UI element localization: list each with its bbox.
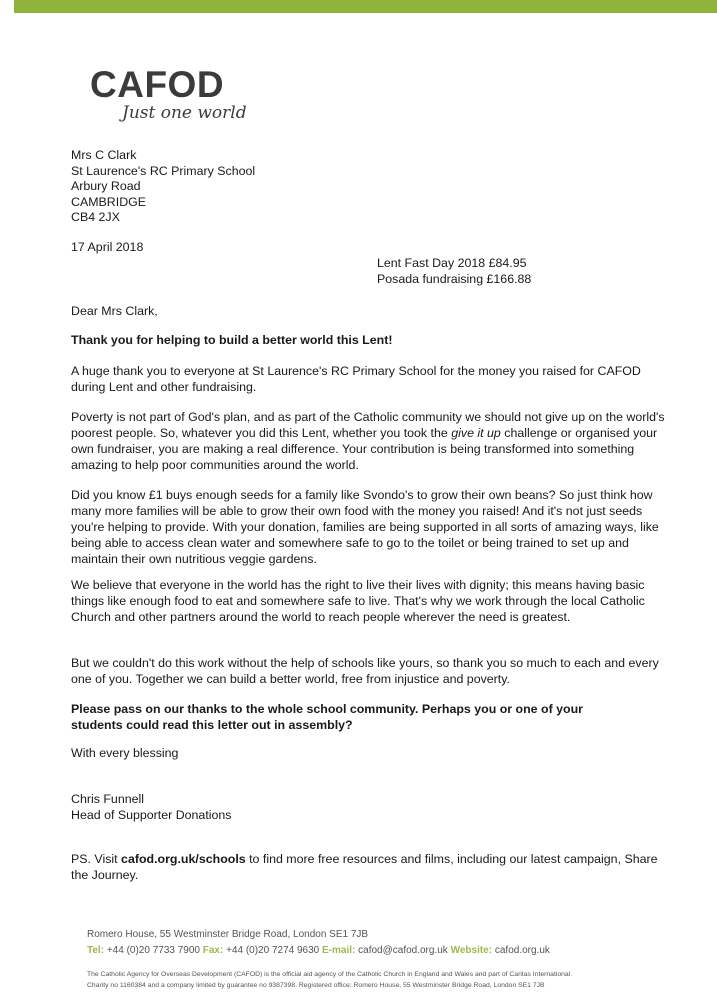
recipient-address [71,148,255,226]
address-line: Arbury Road [71,179,141,193]
address-line: Mrs C Clark [71,148,137,162]
letter-heading: Thank you for helping to build a better world this Lent! [71,333,393,347]
cafod-logo [90,66,247,123]
paragraph-poverty: Poverty is not part of God's plan, and as part of the Catholic community we should not give up on the world's poorest people. So, whatever you did this Lent, whether you took the give it up challenge or organised your own fundraiser, you are making a real difference. Your contribution is being transformed into something amazing to help poor communities around the world. [71,410,665,472]
amount-line: Posada fundraising £166.88 [377,271,532,286]
address-line: CAMBRIDGE [71,194,147,209]
logo-wordmark: CAFOD [90,64,225,105]
top-accent-bar [14,0,717,13]
footer-email[interactable]: cafod@cafod.org.uk [355,945,451,956]
schools-link[interactable]: cafod.org.uk/schools [121,852,246,866]
paragraph-dignity: We believe that everyone in the world has the right to live their lives with dignity; this means having basic things like enough food to eat and somewhere safe to live. That's why we work through the local Catholic Church and other partners around the world to reach people wherever the need is greatest. [71,578,645,624]
letter-date: 17 April 2018 [71,240,144,254]
footer-legal: The Catholic Agency for Overseas Development (CAFOD) is the official aid agency of the Catholic Church in England and Wales and part of Caritas International. Charity no 1160384 and a company limited by guarantee no 9387398. Registered office: Romero House, 55 Westminster Bridge Road, London SE1 7JB [87,971,573,989]
paragraph-seeds: Did you know £1 buys enough seeds for a family like Svondo's to grow their own beans? So just think how many more families will be able to grow their own food with the money you raised! And it's not just seeds you're helping to provide. With your donation, families are being supported in all sorts of amazing ways, like being able to access clean water and somewhere safe to go to the toilet or being trained to set up and maintain their own nutritious veggie gardens. [71,488,659,566]
logo-tagline: Just one world [122,103,247,123]
footer-website[interactable]: cafod.org.uk [492,945,550,956]
donation-amounts [377,256,531,287]
footer-contacts: Tel: +44 (0)20 7733 7900 Fax: +44 (0)20 7274 9630 E-mail: cafod@cafod.org.uk Website: cafod.org.uk [87,945,550,956]
paragraph-thanks: A huge thank you to everyone at St Laurence's RC Primary School for the money you raised for CAFOD during Lent and other fundraising. [71,364,641,394]
amount-line: Lent Fast Day 2018 £84.95 [377,256,527,270]
signer-title: Head of Supporter Donations [71,807,232,822]
paragraph-request: Please pass on our thanks to the whole school community. Perhaps you or one of your students could read this letter out in assembly? [71,702,584,732]
signer-name: Chris Funnell [71,792,144,806]
give-it-up-emphasis: give it up [451,426,501,440]
signature-block [71,792,232,823]
footer-address: Romero House, 55 Westminster Bridge Road, London SE1 7JB [87,929,369,940]
postscript: PS. Visit cafod.org.uk/schools to find more free resources and films, including our latest campaign, Share the Journey. [71,852,658,882]
paragraph-schools: But we couldn't do this work without the help of schools like yours, so thank you so much to each and every one of you. Together we can build a better world, free from injustice and poverty. [71,656,659,686]
salutation: Dear Mrs Clark, [71,304,158,318]
address-line: CB4 2JX [71,210,120,224]
closing: With every blessing [71,746,179,760]
address-line: St Laurence's RC Primary School [71,163,256,178]
